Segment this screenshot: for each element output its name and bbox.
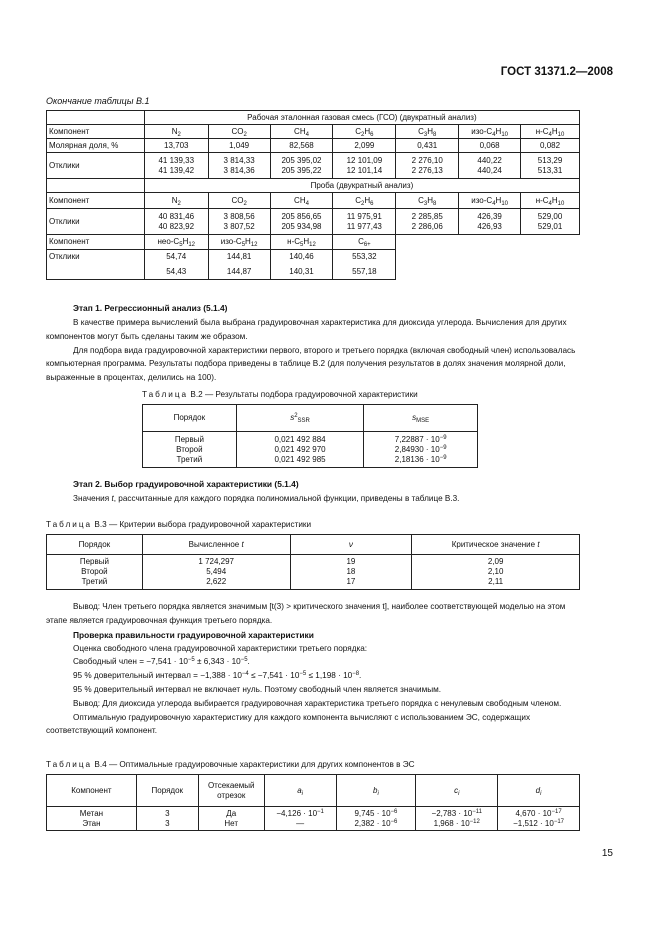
table-b1-caption: Окончание таблицы В.1 [46,96,150,106]
table-row: Отклики 40 831,46 40 823,92 3 808,56 3 807,52 205 856,65 205 934,98 11 975,91 11 977,43 2 285,85 2 286,06 426,39 426,93 529,00 529,01 [47,209,580,235]
verification-heading: Проверка правильности градуировочной характеристики [73,629,314,640]
optimal-characteristic-note: Оптимальную градуировочную характеристику для каждого компонента вычисляют с использованием ЭС, содержащих соответствующий компонент. [46,712,531,736]
table-b4 [46,774,580,831]
table-b1-section1-title: Рабочая эталонная газовая смесь (ГСО) (двукратный анализ) [144,111,579,125]
confidence-interval-note: 95 % доверительный интервал не включает нуль. Поэтому свободный член является значимым. [73,684,442,694]
table-b1 [46,110,580,280]
table-b3-caption: Таблица В.3 — Критерии выбора градуировочной характеристики [46,520,312,529]
verification-conclusion: Вывод: Для диоксида углерода выбирается градуировочная характеристика третьего порядка с ненулевым свободным членом. [73,698,562,708]
confidence-interval-line: 95 % доверительный интервал = $-1,388 \cdot 10^{-4} \le -7,541 \cdot 10^{-5} \le 1,198 \cdot 10^{-8}$. [73,671,362,681]
stage2-conclusion: Вывод: Член третьего порядка является значимым [t(3) > критического значения t], наиболее соответствующей моделью на этом этапе является градуировочная функция третьего порядка. [46,602,566,625]
table-row: Первый Второй Третий 0,021 492 884 0,021 492 970 0,021 492 985 $7,22887 \cdot 10^{-9}$ $2,84930 \cdot 10^{-9}$ $2,18136 \cdot 10^{-9}$ [143,432,478,468]
verification-section [46,600,580,738]
table-row: Компонент $N_2$ $CO_2$ $CH_4$ $C_2H_6$ $C_3H_8$ изо-$C_4H_{10}$ $н-C_4H_{10}$ [47,193,580,209]
table-b3-block [46,520,580,590]
table-b2-block [46,390,580,468]
table-row: Первый Второй Третий 1 724,297 5,494 2,622 19 18 17 2,09 2,10 2,11 [47,555,580,590]
stage2-section [46,479,580,506]
table-row: Порядок Вычисленное t ν Критическое значение t [47,535,580,555]
table-b4-caption: Таблица В.4 — Оптимальные градуировочные характеристики для других компонентов в ЭС [46,760,415,769]
document-code: ГОСТ 31371.2—2008 [500,66,613,78]
stage2-paragraph: Значения t, рассчитанные для каждого порядка полиномиальной функции, приведены в таблице В.3. [73,494,460,503]
table-row: Компонент Порядок Отсекаемый отрезок $a_i$ $b_i$ $c_i$ $d_i$ [47,775,580,807]
page-number: 15 [601,848,613,859]
stage1-paragraph2: Для подбора вида градуировочной характеристики первого, второго и третьего порядка (включая свободный член) использовалась компьютерная программа. Результаты подбора приведены в таблице В.2 (для получения результатов в долях значения молярной доли, выраженные в процентах, делились на 100). [46,345,576,383]
table-b3 [46,534,580,590]
table-row: Отклики 41 139,33 41 139,42 3 814,33 3 814,36 205 395,02 205 395,22 12 101,09 12 101,14 2 276,10 2 276,13 440,22 440,24 513,29 513,31 [47,153,580,179]
stage1-section [46,303,580,385]
stage1-heading: Этап 1. Регрессионный анализ (5.1.4) [73,303,228,313]
table-row: Компонент нео-$C_5H_{12}$ изо-$C_5H_{12}$ $н-C_5H_{12}$ $C_{6+}$ [47,235,580,250]
table-row: Молярная доля, % 13,703 1,049 82,568 2,099 0,431 0,068 0,082 [47,139,580,153]
table-b1-section2-title: Проба (двукратный анализ) [144,179,579,193]
intercept-estimate-line: Оценка свободного члена градуировочной характеристики третьего порядка: [73,643,368,653]
table-row: Метан Этан 3 3 Да Нет $-4,126 \cdot 10^{-1}$ — $9,745 \cdot 10^{-6}$ $2,382 \cdot 10^{-6}$ $-2,783 \cdot 10^{-11}$ $1,968 \cdot 10^{-12}$ $4,670 \cdot 10^{-17}$ $-1,512 \cdot 10^{-17}$ [47,807,580,831]
intercept-value-line: Свободный член = $-7,541 \cdot 10^{-5} \pm 6,343 \cdot 10^{-5}$. [73,657,250,667]
table-row: Порядок $s^2_{SSR}$ $s_{MSE}$ [143,405,478,432]
table-b1-block [46,96,580,280]
stage1-paragraph1: В качестве примера вычислений была выбрана градуировочная характеристика для диоксида углерода. Вычисления для других компонентов могут быть сделаны таким же образом. [46,318,567,341]
table-b2 [142,404,478,468]
table-row: 54,43 144,87 140,31 557,18 [47,265,580,280]
stage2-heading: Этап 2. Выбор градуировочной характеристики (5.1.4) [73,479,299,489]
table-b4-block [46,760,580,831]
table-row: Компонент $N_2$ $CO_2$ $CH_4$ $C_2H_6$ $C_3H_8$ изо-$C_4H_{10}$ $н-C_4H_{10}$ [47,125,580,139]
table-b2-caption: Таблица В.2 — Результаты подбора градуировочной характеристики [142,390,418,399]
table-row: Отклики 54,74 144,81 140,46 553,32 [47,250,580,265]
